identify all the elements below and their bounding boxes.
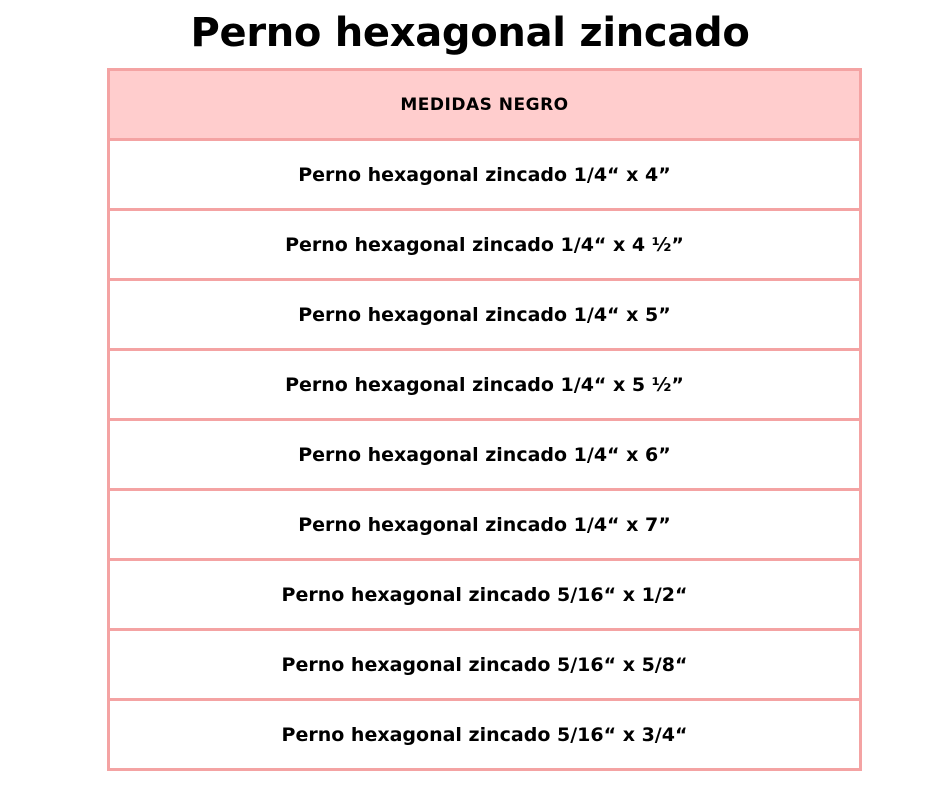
table-row: Perno hexagonal zincado 1/4“ x 6” xyxy=(110,421,859,491)
table-row: Perno hexagonal zincado 1/4“ x 5 ½” xyxy=(110,351,859,421)
sizes-table xyxy=(107,68,862,771)
table-row: Perno hexagonal zincado 5/16“ x 3/4“ xyxy=(110,701,859,768)
table-header: MEDIDAS NEGRO xyxy=(110,71,859,141)
table-row: Perno hexagonal zincado 1/4“ x 7” xyxy=(110,491,859,561)
table-row: Perno hexagonal zincado 5/16“ x 1/2“ xyxy=(110,561,859,631)
table-row: Perno hexagonal zincado 1/4“ x 4” xyxy=(110,141,859,211)
table-row: Perno hexagonal zincado 5/16“ x 5/8“ xyxy=(110,631,859,701)
page-title: Perno hexagonal zincado xyxy=(190,10,750,56)
table-row: Perno hexagonal zincado 1/4“ x 5” xyxy=(110,281,859,351)
table-row: Perno hexagonal zincado 1/4“ x 4 ½” xyxy=(110,211,859,281)
